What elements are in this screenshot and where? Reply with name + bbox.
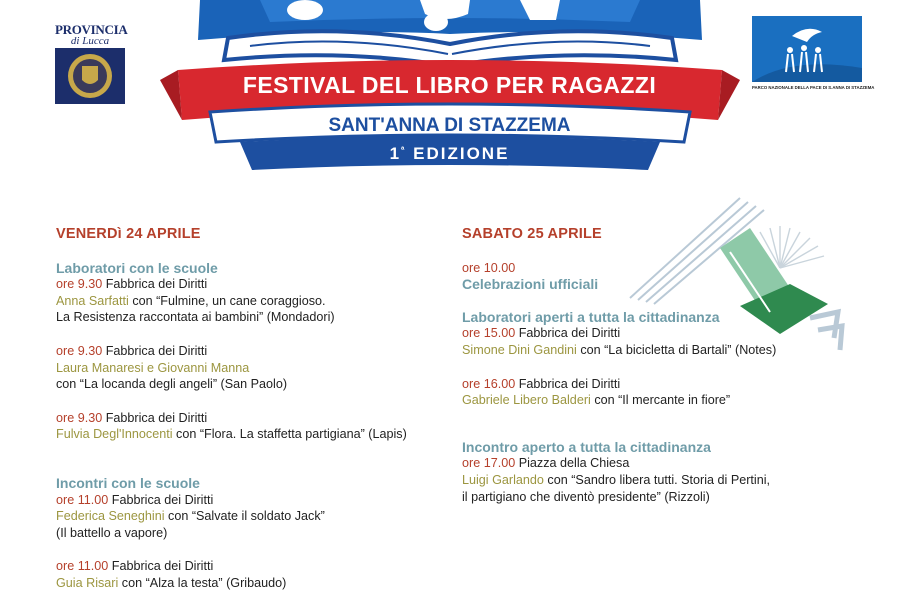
friday-section-labs: Laboratori con le scuole bbox=[56, 259, 218, 276]
event-time: ore 9.30 bbox=[56, 343, 103, 358]
saturday-section-meeting: Incontro aperto a tutta la cittadinanza bbox=[462, 438, 711, 455]
event-book: con “Il mercante in fiore” bbox=[594, 393, 731, 408]
list-item bbox=[462, 325, 862, 358]
list-item bbox=[56, 410, 446, 443]
event-place: Fabbrica dei Diritti bbox=[105, 277, 208, 292]
event-place: Fabbrica dei Diritti bbox=[111, 492, 214, 507]
event-author: Luigi Garlando bbox=[462, 472, 544, 487]
list-item bbox=[462, 455, 862, 505]
event-time: ore 9.30 bbox=[56, 277, 103, 292]
province-logo-line1: PROVINCIA bbox=[55, 22, 128, 37]
festival-title: FESTIVAL DEL LIBRO PER RAGAZZI bbox=[242, 72, 657, 98]
event-time: ore 15.00 bbox=[462, 326, 516, 341]
event-time: ore 16.00 bbox=[462, 376, 516, 391]
event-author: Federica Seneghini bbox=[56, 509, 165, 524]
event-book: con “Alza la testa” (Gribaudo) bbox=[121, 575, 287, 590]
festival-subtitle: SANT'ANNA DI STAZZEMA bbox=[328, 115, 571, 136]
event-book: con “Fulmine, un cane coraggioso. bbox=[132, 293, 326, 308]
list-item bbox=[56, 558, 446, 591]
friday-title: VENERDì 24 APRILE bbox=[56, 226, 201, 242]
park-caption: PARCO NAZIONALE DELLA PACE DI S.ANNA DI STAZZEMA bbox=[752, 85, 875, 90]
event-author: Anna Sarfatti bbox=[56, 293, 129, 308]
province-crest-icon bbox=[55, 48, 125, 104]
event-time: ore 11.00 bbox=[56, 492, 109, 507]
saturday-title: SABATO 25 APRILE bbox=[462, 226, 602, 242]
list-item bbox=[462, 260, 862, 293]
event-time: ore 9.30 bbox=[56, 410, 103, 425]
edition-number: 1 bbox=[389, 144, 402, 163]
list-item bbox=[56, 492, 446, 542]
event-place: Fabbrica dei Diritti bbox=[518, 376, 621, 391]
event-place: Fabbrica dei Diritti bbox=[105, 410, 208, 425]
edition-label: EDIZIONE bbox=[413, 144, 510, 163]
saturday-column bbox=[462, 226, 862, 505]
saturday-opening-label: Celebrazioni ufficiali bbox=[462, 276, 599, 293]
list-item bbox=[56, 276, 446, 326]
edition-suffix: ª bbox=[401, 144, 407, 155]
festival-edition bbox=[0, 144, 899, 164]
event-time: ore 11.00 bbox=[56, 559, 109, 574]
event-place: Piazza della Chiesa bbox=[518, 456, 630, 471]
event-book: con “Sandro libera tutti. Storia di Pertini, bbox=[547, 472, 771, 487]
event-book-extra: con “La locanda degli angeli” (San Paolo) bbox=[56, 377, 288, 392]
event-book: con “La bicicletta di Bartali” (Notes) bbox=[580, 342, 777, 357]
event-author: Simone Dini Gandini bbox=[462, 342, 577, 357]
event-author: Fulvia Degl'Innocenti bbox=[56, 427, 173, 442]
event-book: con “Flora. La staffetta partigiana” (Lapis) bbox=[176, 427, 407, 442]
list-item bbox=[56, 343, 446, 393]
event-book-extra: (Il battello a vapore) bbox=[56, 525, 168, 540]
event-book-extra: La Resistenza raccontata ai bambini” (Mondadori) bbox=[56, 310, 335, 325]
friday-section-meetings: Incontri con le scuole bbox=[56, 474, 200, 491]
event-author: Laura Manaresi e Giovanni Manna bbox=[56, 360, 250, 375]
event-author: Gabriele Libero Balderi bbox=[462, 393, 591, 408]
event-author: Guia Risari bbox=[56, 575, 119, 590]
event-place: Fabbrica dei Diritti bbox=[105, 343, 208, 358]
event-place: Fabbrica dei Diritti bbox=[111, 559, 214, 574]
province-logo-line2: di Lucca bbox=[70, 35, 110, 47]
province-logo bbox=[55, 22, 128, 104]
list-item bbox=[462, 376, 862, 409]
saturday-section-labs: Laboratori aperti a tutta la cittadinanza bbox=[462, 308, 720, 325]
event-time: ore 17.00 bbox=[462, 456, 516, 471]
event-place: Fabbrica dei Diritti bbox=[518, 326, 621, 341]
event-book-extra: il partigiano che diventò presidente” (Rizzoli) bbox=[462, 489, 710, 504]
friday-column bbox=[56, 226, 446, 592]
event-book: con “Salvate il soldato Jack” bbox=[168, 509, 325, 524]
event-time: ore 10.00 bbox=[462, 260, 516, 275]
peace-park-icon bbox=[752, 16, 862, 82]
park-logo bbox=[752, 16, 875, 96]
